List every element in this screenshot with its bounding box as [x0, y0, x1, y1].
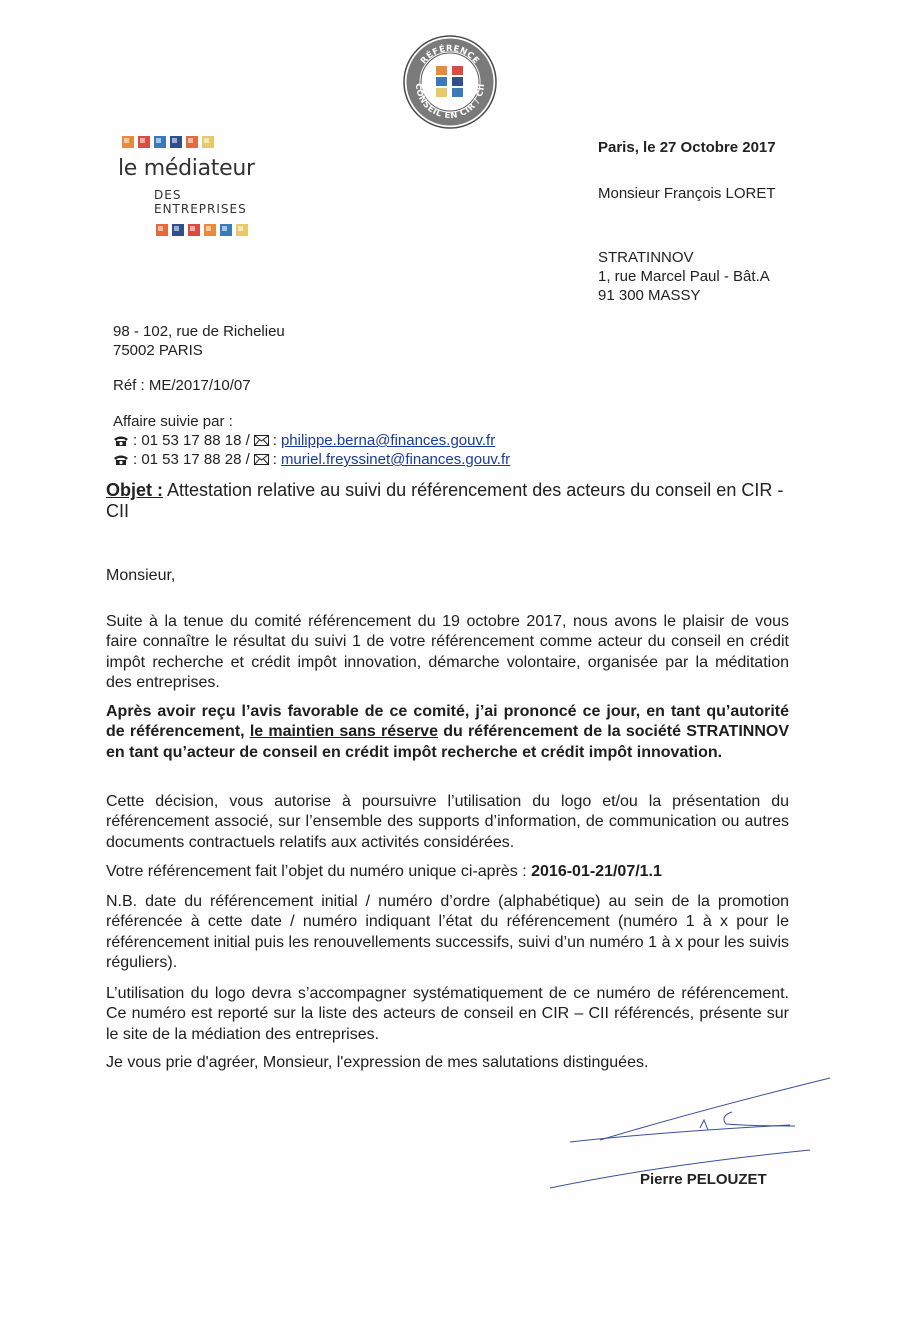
logo-subtitle: DES ENTREPRISES	[154, 188, 247, 216]
colon: :	[272, 451, 277, 468]
subject-text: Attestation relative au suivi du référencement des acteurs du conseil en CIR - CII	[106, 480, 784, 521]
letter-date: Paris, le 27 Octobre 2017	[598, 139, 776, 156]
contact-line	[113, 431, 510, 450]
mediateur-logo	[118, 136, 278, 236]
paragraph-1: Suite à la tenue du comité référencement du 19 octobre 2017, nous avons le plaisir de vous faire connaître le résultat du suivi 1 de votre référencement comme acteur du conseil en crédit impôt recherche et crédit impôt innovation, démarche volontaire, organisée par la méditation des entreprises.	[106, 613, 789, 691]
paragraph-3: Cette décision, vous autorise à poursuivre l’utilisation du logo et/ou la présentation du référencement associé, sur l’ensemble des supports d’information, de communication ou autres documents contractuels relatifs aux activités considérées.	[106, 793, 789, 851]
paragraph-2	[106, 702, 789, 763]
stamp-top-text: RÉFÉRENCE	[418, 43, 482, 67]
logo-squares-bottom	[156, 224, 278, 236]
envelope-icon	[254, 435, 269, 446]
salutation: Monsieur,	[106, 567, 176, 584]
phone-icon	[113, 454, 129, 466]
paragraph-2-underlined: le maintien sans réserve	[249, 723, 438, 741]
subject-label: Objet :	[106, 480, 163, 500]
closing-paragraph: Je vous prie d'agréer, Monsieur, l'expression de mes salutations distinguées.	[106, 1054, 649, 1071]
subject-line	[106, 480, 796, 522]
envelope-icon	[254, 454, 269, 465]
recipient-name: Monsieur François LORET	[598, 185, 776, 202]
phone-icon	[113, 435, 129, 447]
phone-number: : 01 53 17 88 18 /	[133, 432, 250, 449]
colon: :	[272, 432, 277, 449]
contact-line	[113, 450, 510, 469]
email-link[interactable]: philippe.berna@finances.gouv.fr	[280, 432, 496, 449]
stamp-bottom-text: CONSEIL EN CIR / CII	[412, 82, 488, 122]
paragraph-4	[106, 862, 789, 882]
phone-number: : 01 53 17 88 28 /	[133, 451, 250, 468]
unique-reference-number: 2016-01-21/07/1.1	[531, 863, 662, 880]
logo-title: le médiateur	[118, 156, 255, 181]
paragraph-4-text: Votre référencement fait l’objet du numéro unique ci-après :	[106, 863, 532, 880]
sender-city: 75002 PARIS	[113, 342, 203, 359]
recipient-city: 91 300 MASSY	[598, 287, 701, 304]
paragraph-5: N.B. date du référencement initial / numéro d’ordre (alphabétique) au sein de la promotion référencée à cette date / numéro indiquant l’état du référencement (numéro 1 à x pour le référencement initial puis les renouvellements successifs, suivi d’un numéro 1 à x pour les suivis réguliers).	[106, 893, 789, 971]
sender-street: 98 - 102, rue de Richelieu	[113, 323, 285, 340]
paragraph-2-part-b: du référencement de la société STRATINNOV en tant qu’acteur de conseil en crédit impôt recherche et crédit impôt innovation.	[106, 723, 790, 761]
logo-squares-top	[122, 136, 278, 148]
recipient-street: 1, rue Marcel Paul - Bât.A	[598, 268, 770, 285]
paragraph-2-part-a: Après avoir reçu l’avis favorable de ce comité, j’ai prononcé ce jour, en tant qu’autorité de référencement,	[106, 703, 789, 741]
recipient-address	[598, 248, 770, 305]
sender-address	[113, 322, 285, 360]
affaire-label: Affaire suivie par :	[113, 413, 233, 430]
affaire-block	[113, 412, 510, 469]
reference-stamp-seal	[402, 34, 498, 130]
recipient-company: STRATINNOV	[598, 249, 694, 266]
signer-name: Pierre PELOUZET	[640, 1171, 767, 1188]
paragraph-6: L’utilisation du logo devra s’accompagner systématiquement de ce numéro de référencement. Ce numéro est reporté sur la liste des acteurs de conseil en CIR – CII référencés, présente sur le site de la médiation des entreprises.	[106, 985, 789, 1043]
email-link[interactable]: muriel.freyssinet@finances.gouv.fr	[280, 451, 511, 468]
reference-number: Réf : ME/2017/10/07	[113, 377, 251, 394]
